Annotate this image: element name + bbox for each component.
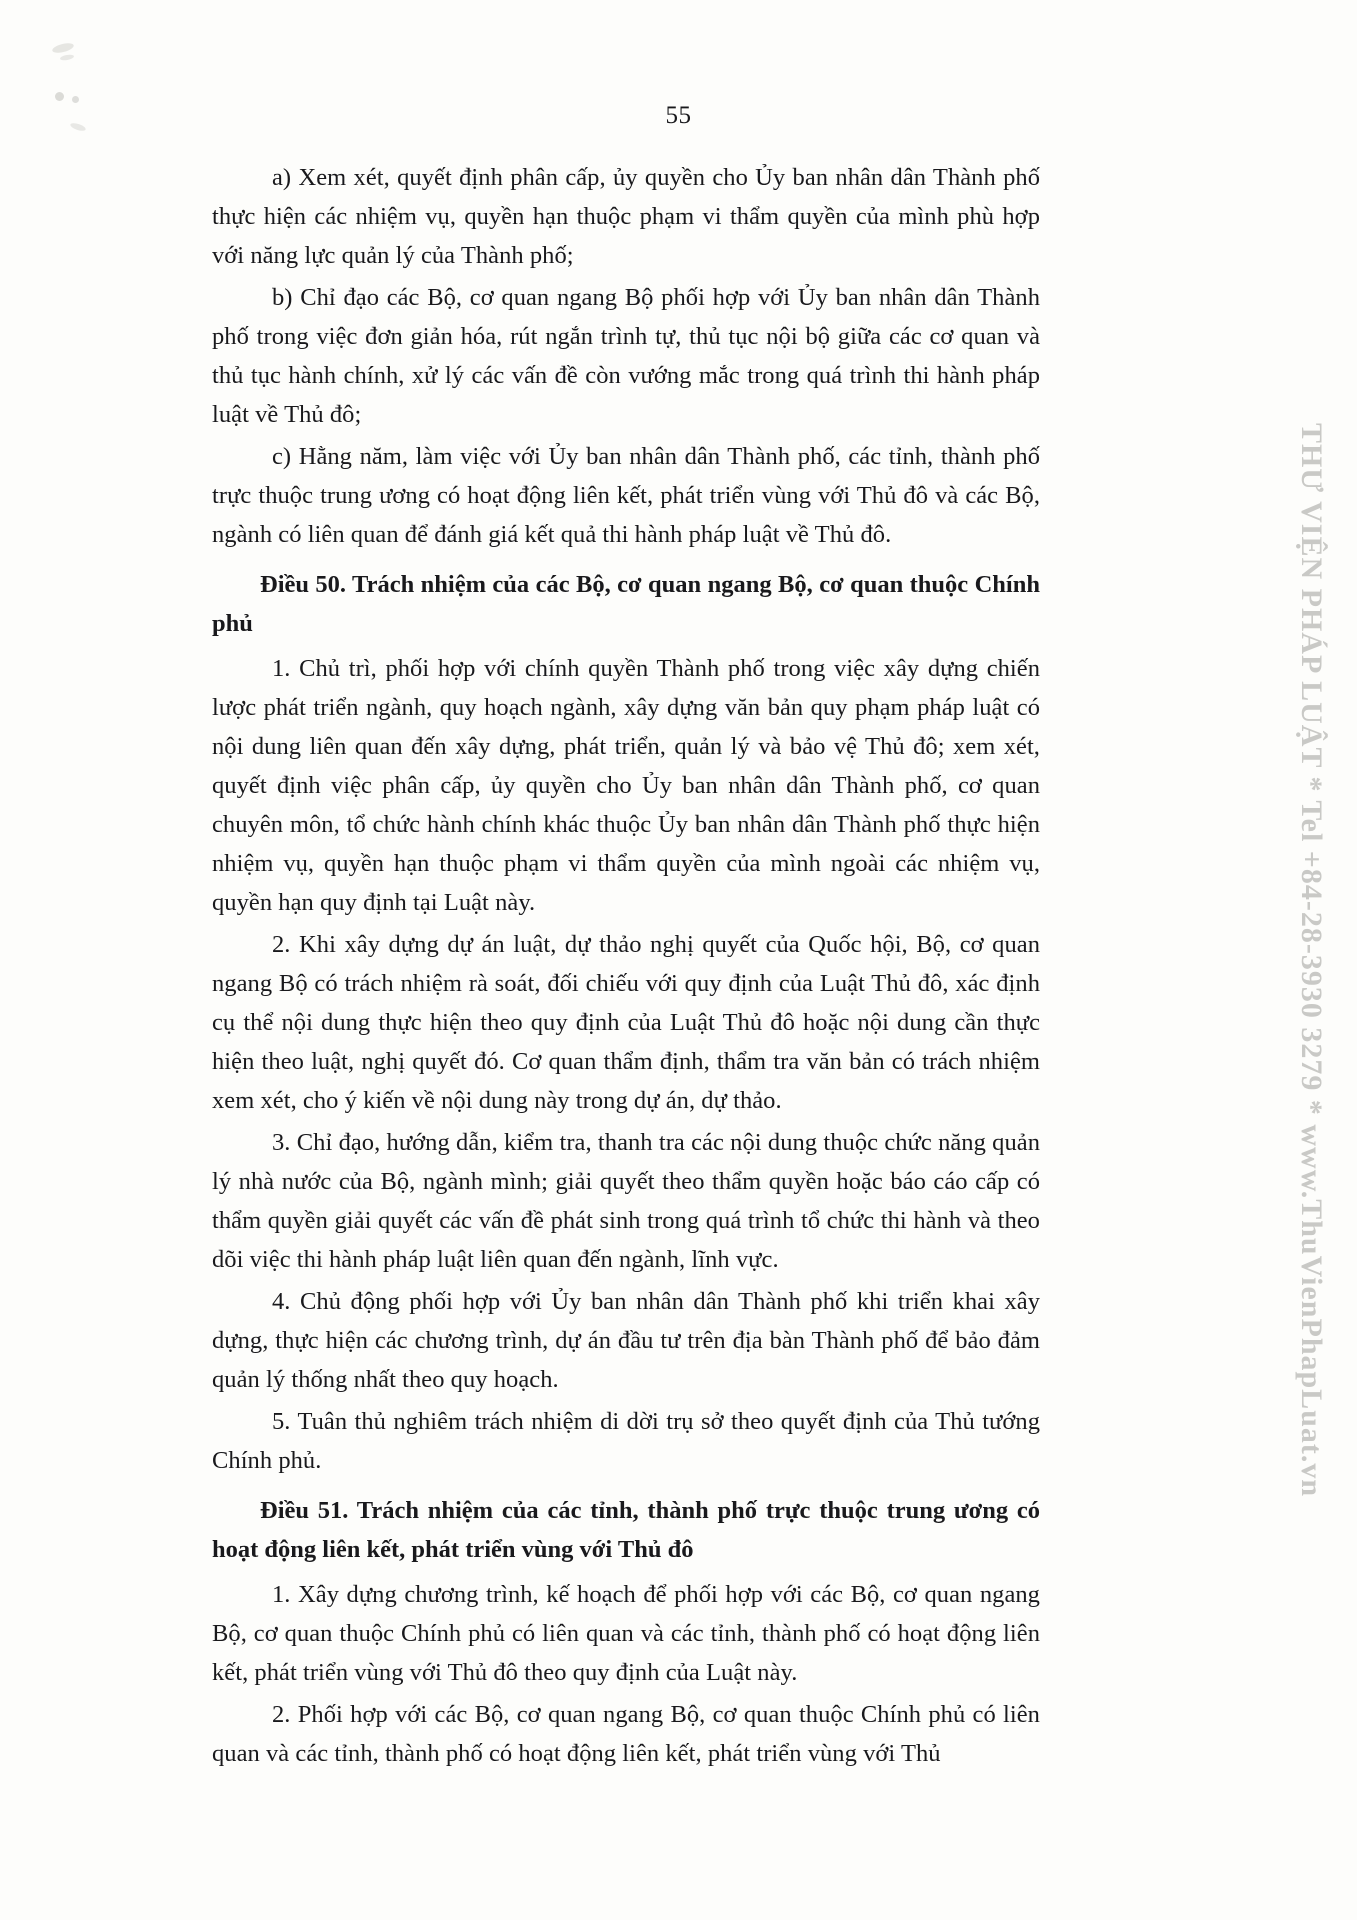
article-heading: Điều 51. Trách nhiệm của các tỉnh, thành phố trực thuộc trung ương có hoạt động liên kết, phát triển vùng với Thủ đô — [212, 1497, 1040, 1563]
paragraph: 1. Xây dựng chương trình, kế hoạch để phối hợp với các Bộ, cơ quan ngang Bộ, cơ quan thuộc Chính phủ có liên quan và các tỉnh, thành phố có hoạt động liên kết, phát triển vùng với Thủ đô theo quy định của Luật này. — [212, 1581, 1040, 1686]
watermark-text: THƯ VIỆN PHÁP LUẬT * Tel +84-28-3930 3279 * www.ThuVienPhapLuat.vn — [1295, 422, 1329, 1498]
paragraph: b) Chỉ đạo các Bộ, cơ quan ngang Bộ phối hợp với Ủy ban nhân dân Thành phố trong việc đơn giản hóa, rút ngắn trình tự, thủ tục nội bộ giữa các cơ quan và thủ tục hành chính, xử lý các vấn đề còn vướng mắc trong quá trình thi hành pháp luật về Thủ đô; — [212, 284, 1040, 428]
page-body — [212, 158, 1040, 1776]
paragraph: 2. Phối hợp với các Bộ, cơ quan ngang Bộ, cơ quan thuộc Chính phủ có liên quan và các tỉnh, thành phố có hoạt động liên kết, phát triển vùng với Thủ — [212, 1701, 1040, 1767]
page-number: 55 — [665, 102, 692, 129]
paragraph: 3. Chỉ đạo, hướng dẫn, kiểm tra, thanh tra các nội dung thuộc chức năng quản lý nhà nước của Bộ, ngành mình; giải quyết theo thẩm quyền hoặc báo cáo cấp có thẩm quyền giải quyết các vấn đề phát sinh trong quá trình tổ chức thi hành và theo dõi việc thi hành pháp luật liên quan đến ngành, lĩnh vực. — [212, 1129, 1040, 1273]
watermark — [1281, 0, 1341, 1920]
scan-speck-icon — [51, 41, 74, 54]
paragraph: 1. Chủ trì, phối hợp với chính quyền Thành phố trong việc xây dựng chiến lược phát triển ngành, quy hoạch ngành, xây dựng văn bản quy phạm pháp luật có nội dung liên quan đến xây dựng, phát triển, quản lý và bảo vệ Thủ đô; xem xét, quyết định việc phân cấp, ủy quyền cho Ủy ban nhân dân Thành phố, cơ quan chuyên môn, tổ chức hành chính khác thuộc Ủy ban nhân dân Thành phố thực hiện nhiệm vụ, quyền hạn thuộc phạm vi thẩm quyền của mình ngoài các nhiệm vụ, quyền hạn quy định tại Luật này. — [212, 655, 1040, 916]
scan-speck-icon — [55, 92, 64, 101]
paragraph: 5. Tuân thủ nghiêm trách nhiệm di dời trụ sở theo quyết định của Thủ tướng Chính phủ. — [212, 1408, 1040, 1474]
article-heading: Điều 50. Trách nhiệm của các Bộ, cơ quan ngang Bộ, cơ quan thuộc Chính phủ — [212, 571, 1040, 637]
paragraph: a) Xem xét, quyết định phân cấp, ủy quyền cho Ủy ban nhân dân Thành phố thực hiện các nhiệm vụ, quyền hạn thuộc phạm vi thẩm quyền của mình phù hợp với năng lực quản lý của Thành phố; — [212, 164, 1040, 269]
paragraph: c) Hằng năm, làm việc với Ủy ban nhân dân Thành phố, các tỉnh, thành phố trực thuộc trung ương có hoạt động liên kết, phát triển vùng với Thủ đô và các Bộ, ngành có liên quan để đánh giá kết quả thi hành pháp luật về Thủ đô. — [212, 443, 1040, 548]
paragraph: 2. Khi xây dựng dự án luật, dự thảo nghị quyết của Quốc hội, Bộ, cơ quan ngang Bộ có trách nhiệm rà soát, đối chiếu với quy định của Luật Thủ đô, xác định cụ thể nội dung thực hiện theo quy định của Luật Thủ đô hoặc nội dung cần thực hiện theo luật, nghị quyết đó. Cơ quan thẩm định, thẩm tra văn bản có trách nhiệm xem xét, cho ý kiến về nội dung này trong dự án, dự thảo. — [212, 931, 1040, 1114]
scan-speck-icon — [60, 54, 75, 61]
paragraph: 4. Chủ động phối hợp với Ủy ban nhân dân Thành phố khi triển khai xây dựng, thực hiện các chương trình, dự án đầu tư trên địa bàn Thành phố để bảo đảm quản lý thống nhất theo quy hoạch. — [212, 1288, 1040, 1393]
